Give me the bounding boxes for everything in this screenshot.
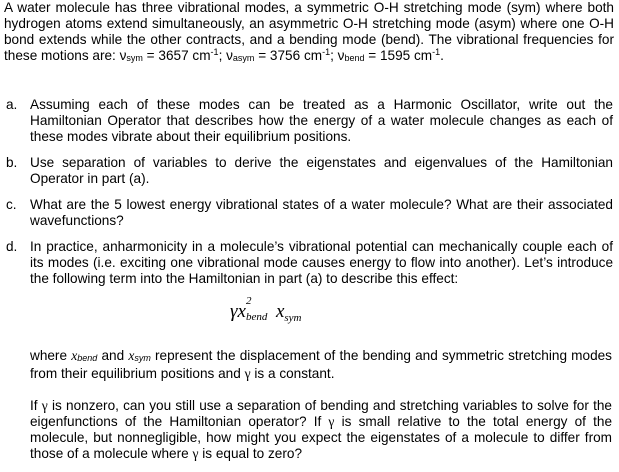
- separator: ;: [330, 48, 338, 64]
- question-c: [4, 197, 614, 229]
- if-text: is equal to zero?: [198, 446, 303, 462]
- asym-subscript: asym: [232, 53, 255, 64]
- where-paragraph: [30, 348, 612, 382]
- gamma-symbol: γ: [41, 398, 48, 413]
- bend-subscript: bend: [245, 311, 268, 323]
- power-superscript: 2: [245, 295, 252, 307]
- gamma-symbol: γ: [192, 446, 199, 462]
- if-text: is nonzero, can you still use a separation of bending and stretching variables to solve for the eigenfunctions of the Hamiltonian operator? If: [30, 398, 612, 430]
- gamma-symbol: γ: [230, 301, 238, 322]
- asym-exponent: -1: [322, 47, 331, 58]
- bend-subscript: bend: [77, 353, 98, 363]
- sym-subscript: sym: [284, 312, 302, 324]
- question-label: c.: [6, 197, 17, 212]
- question-a: [4, 97, 614, 145]
- where-text: represent the displacement of the bending and symmetric stretching modes from their equilibrium positions and: [30, 348, 612, 382]
- if-paragraph: [30, 398, 612, 462]
- x-bend-variable: x: [237, 301, 246, 322]
- x-variable: x: [128, 348, 135, 363]
- where-text: is a constant.: [250, 366, 335, 382]
- bend-frequency: = 1595 cm: [364, 48, 433, 64]
- sym-subscript: sym: [126, 53, 143, 64]
- question-text: What are the 5 lowest energy vibrational states of a water molecule? What are their associated wavefunctions?: [30, 197, 613, 229]
- separator: ;: [218, 48, 227, 64]
- question-label: b.: [6, 155, 18, 170]
- question-text: Use separation of variables to derive the eigenstates and eigenvalues of the Hamiltonian Operator in part (a).: [30, 155, 613, 187]
- where-text: where: [30, 348, 72, 363]
- asym-frequency: = 3756 cm: [254, 48, 323, 64]
- sym-exponent: -1: [210, 47, 219, 58]
- sym-subscript: sym: [134, 353, 151, 363]
- intro-text: A water molecule has three vibrational modes, a symmetric O-H stretching mode (sym) where both hydrogen atoms extend simultaneously, an asymmetric O-H stretching mode (asym) where one O-H bond extends while the other contracts, and a bending mode (bend). The vibrational frequencies for these motions are:: [4, 0, 614, 64]
- where-text: and: [97, 348, 129, 363]
- intro-period: .: [440, 48, 444, 64]
- question-text: In practice, anharmonicity in a molecule’s vibrational potential can mechanically couple each of its modes (i.e. exciting one vibrational mode causes energy to flow into another). Let’s introduce the following term into the Hamiltonian in part (a) to describe this effect:: [30, 239, 613, 287]
- question-label: d.: [6, 239, 18, 254]
- sym-frequency: = 3657 cm: [142, 48, 211, 64]
- question-text: Assuming each of these modes can be treated as a Harmonic Oscillator, write out the Hamiltonian Operator that describes how the energy of a water molecule changes as each of these modes vibrate about their equilibrium positions.: [30, 97, 613, 145]
- nu-asym-symbol: ν: [226, 48, 233, 64]
- question-label: a.: [6, 97, 18, 112]
- bend-subscript: bend: [344, 53, 365, 64]
- coupling-term-formula: [230, 295, 302, 326]
- gamma-symbol: γ: [328, 414, 335, 430]
- gamma-symbol: γ: [244, 366, 251, 382]
- if-text: is small relative to the total energy of the molecule, but nonnegligible, how might you expect the eigenstates of a molecule to differ from those of a molecule where: [30, 414, 613, 462]
- intro-paragraph: [4, 0, 614, 66]
- x-sym-variable: x: [275, 301, 285, 322]
- nu-bend-symbol: ν: [337, 48, 345, 64]
- nu-sym-symbol: ν: [119, 48, 127, 64]
- bend-exponent: -1: [432, 47, 441, 58]
- question-b: [4, 155, 614, 187]
- question-d: [4, 239, 614, 287]
- if-text: If: [30, 398, 42, 413]
- x-variable: x: [71, 348, 78, 363]
